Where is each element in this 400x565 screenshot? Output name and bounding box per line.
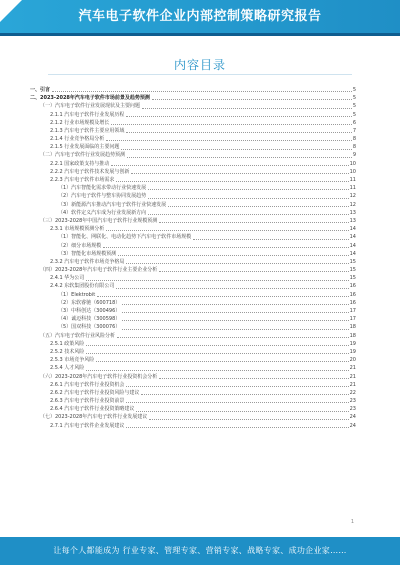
toc-entry[interactable] [30, 168, 356, 176]
toc-entry-text: 2.6.3 汽车电子软件行业投资前景 [50, 398, 125, 405]
toc-leader-dots [126, 385, 348, 387]
toc-entry[interactable] [30, 217, 356, 225]
toc-entry[interactable] [30, 184, 356, 192]
toc-entry-page: 19 [349, 348, 356, 355]
toc-entry-text: 2.1.2 行业市场规模及增长 [50, 119, 110, 126]
toc-entry-text: （三）2023-2028年中国汽车电子软件行业规模预测 [40, 217, 158, 224]
table-of-contents [30, 86, 356, 508]
toc-leader-dots [159, 221, 348, 223]
toc-entry-text: 2.2.2 汽车电子软件技术发展与创新 [50, 168, 130, 175]
toc-entry-page: 8 [352, 144, 356, 151]
toc-entry[interactable] [30, 160, 356, 168]
toc-entry-page: 15 [349, 258, 356, 265]
toc-entry-text: （4）诚迈科技（300598） [58, 316, 121, 323]
toc-entry-page: 15 [349, 275, 356, 282]
toc-leader-dots [127, 156, 352, 158]
toc-leader-dots [159, 270, 348, 272]
toc-entry-page: 24 [349, 414, 356, 421]
toc-leader-dots [126, 262, 348, 264]
toc-entry-text: （五）汽车电子软件行业风险分析 [40, 332, 116, 339]
toc-entry-text: 2.4.2 东软集团股份有限公司 [50, 283, 115, 290]
toc-divider [48, 74, 352, 75]
toc-entry-page: 5 [352, 95, 356, 102]
toc-leader-dots [117, 336, 349, 338]
toc-entry-page: 17 [349, 308, 356, 315]
toc-entry-text: （3）中科创达（300496） [58, 308, 121, 315]
toc-entry[interactable] [30, 143, 356, 151]
toc-entry[interactable] [30, 323, 356, 331]
toc-entry-text: （3）新能源汽车推动汽车电子软件行业快速发展 [58, 201, 167, 208]
toc-entry-page: 5 [352, 111, 356, 118]
toc-entry-page: 15 [349, 267, 356, 274]
toc-entry-text: （一）汽车电子软件行业发展现状及主要问题 [40, 103, 141, 110]
toc-leader-dots [148, 188, 348, 190]
toc-leader-dots [52, 90, 352, 92]
toc-entry[interactable] [30, 102, 356, 110]
toc-leader-dots [126, 131, 351, 133]
toc-entry-page: 13 [349, 209, 356, 216]
toc-leader-dots [126, 401, 348, 403]
toc-entry-page: 10 [349, 160, 356, 167]
toc-entry[interactable] [30, 315, 356, 323]
toc-entry[interactable] [30, 127, 356, 135]
toc-entry[interactable] [30, 152, 356, 160]
toc-entry-text: （2）汽车电子软件与整车协同发展趋势 [58, 193, 147, 200]
toc-entry-text: （1）智能化、网联化、电动化趋势下汽车电子软件市场规模 [58, 234, 192, 241]
toc-entry-text: （六）2023-2028年汽车电子软件行业投资机会分析 [40, 373, 158, 380]
toc-entry[interactable] [30, 266, 356, 274]
toc-entry-text: 2.1.1 汽车电子软件行业发展历程 [50, 111, 125, 118]
toc-entry-page: 11 [349, 185, 356, 192]
toc-entry[interactable] [30, 364, 356, 372]
toc-entry[interactable] [30, 381, 356, 389]
toc-entry-page: 6 [352, 119, 356, 126]
toc-leader-dots [122, 311, 348, 313]
toc-title: 内容目录 [173, 58, 226, 72]
toc-entry[interactable] [30, 242, 356, 250]
toc-entry-text: 2.6.1 汽车电子软件行业投资机会 [50, 381, 125, 388]
toc-leader-dots [148, 213, 348, 215]
toc-entry-page: 14 [349, 226, 356, 233]
toc-leader-dots [148, 197, 348, 199]
toc-entry[interactable] [30, 135, 356, 143]
toc-leader-dots [86, 279, 348, 281]
header-bar [0, 0, 400, 36]
toc-entry-text: 2.7.1 汽车电子软件企业发展建议 [50, 422, 125, 429]
toc-leader-dots [141, 393, 348, 395]
toc-entry[interactable] [30, 111, 356, 119]
toc-entry-text: （2）细分市场规模 [58, 242, 102, 249]
toc-entry-page: 18 [349, 324, 356, 331]
toc-entry-text: 2.1.3 汽车电子软件主要应用领域 [50, 127, 125, 134]
toc-leader-dots [118, 254, 348, 256]
toc-leader-dots [121, 148, 351, 150]
toc-entry[interactable] [30, 332, 356, 340]
toc-entry-text: （四）2023-2028年汽车电子软件行业主要企业分析 [40, 267, 158, 274]
toc-entry-text: 2.3.2 汽车电子软件市场竞争格局 [50, 258, 125, 265]
toc-entry[interactable] [30, 356, 356, 364]
toc-entry[interactable] [30, 389, 356, 397]
toc-entry-page: 20 [349, 357, 356, 364]
toc-entry-text: 2.5.2 技术风险 [50, 348, 85, 355]
toc-entry[interactable] [30, 201, 356, 209]
toc-entry-text: （2）东软睿驰（600718） [58, 299, 121, 306]
toc-entry-text: 2.2.1 国家政策支持与推动 [50, 160, 110, 167]
toc-entry[interactable] [30, 307, 356, 315]
toc-leader-dots [122, 319, 348, 321]
toc-entry-text: （1）Elektrobit [58, 291, 96, 298]
toc-entry-text: 2.5.1 政策风险 [50, 340, 85, 347]
toc-entry-text: 2.3.1 市场规模预测分析 [50, 226, 105, 233]
toc-entry-page: 23 [349, 398, 356, 405]
toc-leader-dots [149, 418, 348, 420]
toc-entry-page: 21 [349, 373, 356, 380]
toc-entry-page: 13 [349, 217, 356, 224]
toc-entry-text: 一、引言 [30, 86, 51, 93]
toc-entry-page: 12 [349, 193, 356, 200]
toc-leader-dots [126, 426, 348, 428]
toc-entry-text: 二、2023-2028年汽车电子软件市场前景及趋势预测 [30, 95, 150, 102]
toc-leader-dots [116, 287, 348, 289]
toc-entry[interactable] [30, 119, 356, 127]
toc-entry-page: 14 [349, 242, 356, 249]
footer-slogan: 让每个人都能成为 行业专家、管理专家、营销专家、战略专家、成功企业家…… [53, 546, 347, 555]
toc-entry[interactable] [30, 192, 356, 200]
toc-entry-text: （4）软件定义汽车成为行业发展新方向 [58, 209, 147, 216]
toc-entry[interactable] [30, 94, 356, 102]
toc-entry-page: 16 [349, 299, 356, 306]
toc-leader-dots [86, 352, 348, 354]
toc-entry[interactable] [30, 373, 356, 381]
toc-entry[interactable] [30, 250, 356, 258]
toc-entry[interactable] [30, 299, 356, 307]
toc-entry[interactable] [30, 258, 356, 266]
toc-entry[interactable] [30, 405, 356, 413]
toc-leader-dots [142, 107, 352, 109]
toc-entry-page: 9 [352, 152, 356, 159]
toc-leader-dots [96, 360, 348, 362]
toc-leader-dots [122, 303, 348, 305]
toc-entry[interactable] [30, 233, 356, 241]
toc-entry-text: 2.1.5 行业发展面临的主要问题 [50, 144, 120, 151]
toc-leader-dots [152, 98, 352, 100]
toc-entry-text: （5）国双科技（300076） [58, 324, 121, 331]
toc-entry-page: 21 [349, 381, 356, 388]
toc-leader-dots [111, 164, 348, 166]
toc-entry-page: 24 [349, 422, 356, 429]
toc-entry-text: 2.6.2 汽车电子软件行业投资风险与建议 [50, 389, 140, 396]
toc-leader-dots [86, 344, 348, 346]
toc-entry-text: 2.2.3 汽车电子软件市场需求 [50, 177, 115, 184]
toc-leader-dots [126, 115, 351, 117]
toc-entry-text: 2.1.4 行业竞争格局分析 [50, 136, 105, 143]
toc-entry-page: 8 [352, 136, 356, 143]
toc-entry-page: 12 [349, 201, 356, 208]
toc-entry-text: （3）智能化市场规模预测 [58, 250, 117, 257]
toc-entry-text: 2.5.4 人才风险 [50, 365, 85, 372]
toc-entry[interactable] [30, 176, 356, 184]
toc-entry-text: 2.5.3 市场竞争风险 [50, 357, 95, 364]
toc-leader-dots [97, 295, 348, 297]
toc-leader-dots [111, 123, 351, 125]
toc-entry-page: 5 [352, 86, 356, 93]
toc-entry-text: 2.4.1 华为公司 [50, 275, 85, 282]
toc-entry[interactable] [30, 274, 356, 282]
toc-entry-page: 5 [352, 103, 356, 110]
toc-leader-dots [168, 205, 348, 207]
toc-entry[interactable] [30, 283, 356, 291]
toc-entry-page: 21 [349, 365, 356, 372]
toc-leader-dots [193, 238, 348, 240]
toc-leader-dots [159, 377, 348, 379]
toc-leader-dots [106, 139, 352, 141]
report-title: 汽车电子软件企业内部控制策略研究报告 [78, 9, 322, 24]
toc-entry-page: 16 [349, 283, 356, 290]
toc-leader-dots [136, 410, 348, 412]
toc-leader-dots [86, 369, 348, 371]
toc-entry-page: 23 [349, 406, 356, 413]
toc-leader-dots [116, 180, 348, 182]
toc-entry-page: 16 [349, 291, 356, 298]
toc-entry-page: 14 [349, 250, 356, 257]
toc-entry[interactable] [30, 422, 356, 430]
toc-entry[interactable] [30, 414, 356, 422]
toc-entry-page: 17 [349, 316, 356, 323]
toc-leader-dots [122, 328, 348, 330]
footer-bar [0, 537, 400, 565]
toc-entry-page: 10 [349, 168, 356, 175]
toc-entry[interactable] [30, 348, 356, 356]
toc-entry[interactable] [30, 86, 356, 94]
toc-entry[interactable] [30, 340, 356, 348]
toc-entry[interactable] [30, 209, 356, 217]
toc-entry-text: （二）汽车电子软件行业发展趋势预测 [40, 152, 126, 159]
toc-entry-text: 2.6.4 汽车电子软件行业投资策略建议 [50, 406, 135, 413]
toc-entry-text: （七）2023-2028年汽车电子软件行业发展建议 [40, 414, 148, 421]
toc-leader-dots [131, 172, 348, 174]
page-number: 1 [350, 519, 354, 525]
toc-entry[interactable] [30, 397, 356, 405]
toc-entry-page: 14 [349, 234, 356, 241]
toc-entry-page: 22 [349, 389, 356, 396]
toc-leader-dots [106, 229, 348, 231]
toc-entry-page: 19 [349, 340, 356, 347]
toc-entry-page: 11 [349, 177, 356, 184]
toc-entry-page: 7 [352, 127, 356, 134]
toc-entry[interactable] [30, 225, 356, 233]
toc-entry-page: 18 [349, 332, 356, 339]
toc-leader-dots [103, 246, 348, 248]
toc-entry-text: （1）汽车智能化需求带动行业快速发展 [58, 185, 147, 192]
toc-entry[interactable] [30, 291, 356, 299]
